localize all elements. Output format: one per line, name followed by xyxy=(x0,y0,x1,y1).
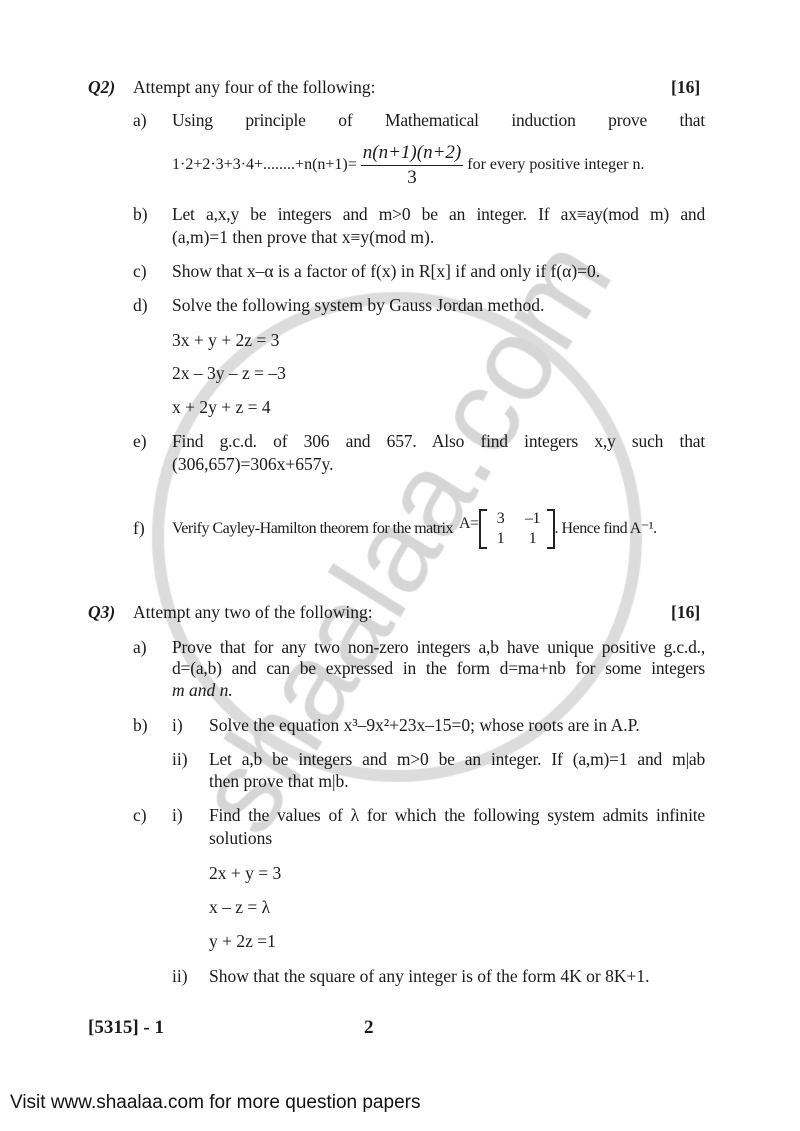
q2d-label: d) xyxy=(133,295,148,315)
q3cii-label: ii) xyxy=(172,966,188,986)
q2e-label: e) xyxy=(133,431,147,451)
q3bii-line: then prove that m|b. xyxy=(209,771,349,791)
q3bi-label: i) xyxy=(172,715,183,735)
formula-lhs: 1·2+2·3+3·4+........+n(n+1)= xyxy=(172,156,357,173)
q2-number: Q2) xyxy=(88,77,116,97)
q3-marks: [16] xyxy=(671,602,701,622)
q2b-line1: Let a,x,y be integers and m>0 be an integer. If ax≡ay(mod m) and xyxy=(172,204,705,224)
formula-rhs: for every positive integer n. xyxy=(467,156,645,173)
q3ci-line: Find the values of λ for which the following system admits infinite xyxy=(209,805,705,825)
equation: 3x + y + 2z = 3 xyxy=(172,330,280,350)
matrix-cell: –1 xyxy=(525,510,541,527)
q2f-line1: Verify Cayley-Hamilton theorem for the matrix xyxy=(172,520,453,537)
q3a-line: Prove that for any two non-zero integers a,b have unique positive g.c.d., xyxy=(172,637,705,657)
fraction xyxy=(361,141,463,190)
q3cii-text: Show that the square of any integer is of the form 4K or 8K+1. xyxy=(209,966,650,986)
footer-link[interactable]: Visit www.shaalaa.com for more question papers xyxy=(10,1092,421,1113)
q2e-line1: Find g.c.d. of 306 and 657. Also find integers x,y such that xyxy=(172,431,705,451)
paper-code: [5315] - 1 xyxy=(88,1017,164,1038)
q3ci-label: i) xyxy=(172,805,183,825)
q2b-line2: (a,m)=1 then prove that x≡y(mod m). xyxy=(172,227,435,247)
q2f-label: f) xyxy=(133,518,145,538)
q3-number: Q3) xyxy=(88,602,116,622)
q2a-label: a) xyxy=(133,110,147,130)
page-number: 2 xyxy=(364,1017,374,1038)
q2-instruction: Attempt any four of the following: xyxy=(133,77,376,97)
q3a-label: a) xyxy=(133,637,147,657)
q3c-label: c) xyxy=(133,805,147,825)
q3b-label: b) xyxy=(133,715,148,735)
q3bi-text: Solve the equation x³–9x²+23x–15=0; whose roots are in A.P. xyxy=(209,715,640,735)
fraction-numerator: n(n+1)(n+2) xyxy=(361,141,463,166)
equation: 2x – 3y – z = –3 xyxy=(172,363,286,383)
fraction-denominator: 3 xyxy=(407,166,417,188)
q3bii-label: ii) xyxy=(172,749,188,769)
equation: x – z = λ xyxy=(209,897,271,917)
q2c-label: c) xyxy=(133,261,147,281)
q2-marks: [16] xyxy=(671,77,701,97)
q2f-line1-end: . Hence find A⁻¹. xyxy=(554,520,657,537)
q3bii-line: Let a,b be integers and m>0 be an integer. If (a,m)=1 and m|ab xyxy=(209,749,705,769)
q2b-label: b) xyxy=(133,204,148,224)
q2e-line2: (306,657)=306x+657y. xyxy=(172,454,334,474)
equation: y + 2z =1 xyxy=(209,931,276,951)
q2a-formula xyxy=(172,140,645,190)
q2f-text xyxy=(172,506,657,552)
equation: 2x + y = 3 xyxy=(209,863,282,883)
q2d-text: Solve the following system by Gauss Jordan method. xyxy=(172,295,545,315)
matrix xyxy=(479,509,555,549)
q2a-text: Using principle of Mathematical induction prove that xyxy=(172,110,705,130)
q2c-text: Show that x–α is a factor of f(x) in R[x] if and only if f(α)=0. xyxy=(172,261,601,281)
matrix-cell: 1 xyxy=(528,530,537,547)
q3ci-line: solutions xyxy=(209,828,273,848)
q3a-line: m and n. xyxy=(172,680,233,700)
matrix-name: A= xyxy=(458,515,479,532)
matrix-cell: 1 xyxy=(496,530,505,547)
q3-instruction: Attempt any two of the following: xyxy=(133,602,373,622)
matrix-cell: 3 xyxy=(496,510,505,527)
q3a-line: d=(a,b) and can be expressed in the form d=ma+nb for some integers xyxy=(172,658,705,678)
equation: x + 2y + z = 4 xyxy=(172,397,271,417)
